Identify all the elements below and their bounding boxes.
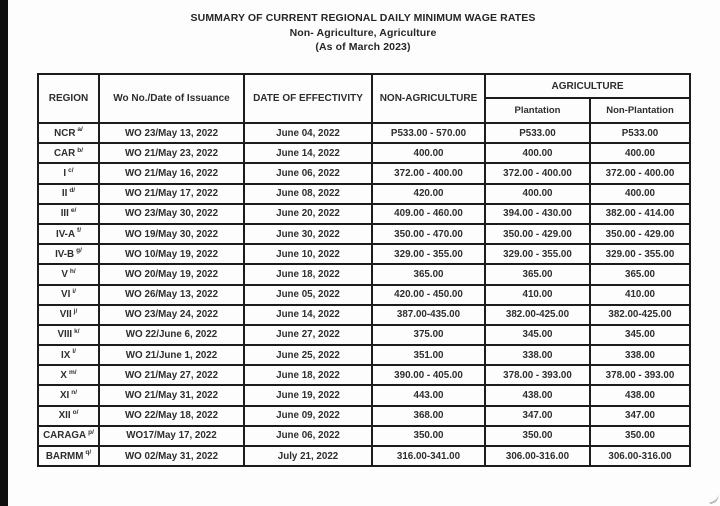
table-row: [38, 285, 690, 305]
header-region: REGION: [38, 74, 99, 123]
issuance-cell: WO 22/May 18, 2022: [99, 406, 244, 426]
table-row: [38, 345, 690, 365]
region-cell: [38, 325, 99, 345]
table-row: [38, 244, 690, 264]
header-agriculture-group: AGRICULTURE: [485, 74, 690, 98]
region-label: I: [63, 167, 67, 179]
plantation-rate-cell: 378.00 - 393.00: [485, 365, 590, 385]
table-row: [38, 365, 690, 385]
region-cell: [38, 264, 99, 284]
region-label: VIII: [57, 329, 73, 341]
non-agriculture-rate-cell: 365.00: [372, 264, 485, 284]
table-row: [38, 143, 690, 163]
effectivity-cell: June 10, 2022: [244, 244, 372, 264]
issuance-cell: WO 10/May 19, 2022: [99, 244, 244, 264]
non-agriculture-rate-cell: P533.00 - 570.00: [372, 123, 485, 143]
footnote-marker: h/: [69, 267, 76, 275]
issuance-cell: WO 21/May 27, 2022: [99, 365, 244, 385]
region-cell: [38, 345, 99, 365]
effectivity-cell: June 14, 2022: [244, 305, 372, 325]
non-plantation-rate-cell: 400.00: [590, 143, 690, 163]
issuance-cell: WO 26/May 13, 2022: [99, 285, 244, 305]
effectivity-cell: June 14, 2022: [244, 143, 372, 163]
title-line-asof-date: (As of March 2023): [315, 41, 411, 53]
effectivity-cell: June 30, 2022: [244, 224, 372, 244]
region-cell: [38, 184, 99, 204]
effectivity-cell: June 05, 2022: [244, 285, 372, 305]
title-line-subtitle: Non- Agriculture, Agriculture: [289, 26, 437, 39]
effectivity-cell: June 04, 2022: [244, 123, 372, 143]
region-label: VII: [59, 309, 72, 321]
footnote-marker: i/: [72, 287, 76, 295]
region-cell: [38, 406, 99, 426]
plantation-rate-cell: 372.00 - 400.00: [485, 163, 590, 183]
non-agriculture-rate-cell: 443.00: [372, 385, 485, 405]
region-label: III: [60, 208, 69, 220]
issuance-cell: WO 21/May 17, 2022: [99, 184, 244, 204]
table-row: [38, 184, 690, 204]
footnote-marker: f/: [77, 227, 82, 235]
footnote-marker: j/: [73, 308, 78, 316]
issuance-cell: WO 19/May 30, 2022: [99, 224, 244, 244]
non-agriculture-rate-cell: 409.00 - 460.00: [372, 204, 485, 224]
region-label: CARAGA: [43, 430, 87, 442]
table-body: [38, 123, 690, 466]
header-non-agriculture: NON-AGRICULTURE: [372, 74, 485, 123]
non-plantation-rate-cell: 410.00: [590, 285, 690, 305]
non-plantation-rate-cell: 306.00-316.00: [590, 446, 690, 466]
footnote-marker: e/: [70, 207, 77, 215]
minimum-wage-table: [37, 73, 691, 467]
table-row: [38, 163, 690, 183]
plantation-rate-cell: 347.00: [485, 406, 590, 426]
plantation-rate-cell: 329.00 - 355.00: [485, 244, 590, 264]
non-plantation-rate-cell: 338.00: [590, 345, 690, 365]
region-cell: [38, 204, 99, 224]
table-row: [38, 305, 690, 325]
non-plantation-rate-cell: 350.00 - 429.00: [590, 224, 690, 244]
non-agriculture-rate-cell: 329.00 - 355.00: [372, 244, 485, 264]
non-plantation-rate-cell: 372.00 - 400.00: [590, 163, 690, 183]
non-agriculture-rate-cell: 387.00-435.00: [372, 305, 485, 325]
issuance-cell: WO 21/May 31, 2022: [99, 385, 244, 405]
plantation-rate-cell: 438.00: [485, 385, 590, 405]
issuance-cell: WO17/May 17, 2022: [99, 426, 244, 446]
effectivity-cell: June 06, 2022: [244, 426, 372, 446]
header-effectivity: DATE OF EFFECTIVITY: [244, 74, 372, 123]
region-label: IV-A: [55, 228, 76, 240]
non-plantation-rate-cell: 382.00-425.00: [590, 305, 690, 325]
plantation-rate-cell: 400.00: [485, 143, 590, 163]
non-agriculture-rate-cell: 420.00: [372, 184, 485, 204]
region-label: CAR: [53, 147, 76, 159]
plantation-rate-cell: 306.00-316.00: [485, 446, 590, 466]
footnote-marker: o/: [72, 408, 79, 416]
issuance-cell: WO 21/May 23, 2022: [99, 143, 244, 163]
non-agriculture-rate-cell: 350.00: [372, 426, 485, 446]
non-agriculture-rate-cell: 350.00 - 470.00: [372, 224, 485, 244]
table-row: [38, 123, 690, 143]
issuance-cell: WO 22/June 6, 2022: [99, 325, 244, 345]
region-cell: [38, 163, 99, 183]
footnote-marker: k/: [74, 328, 80, 336]
non-agriculture-rate-cell: 351.00: [372, 345, 485, 365]
issuance-cell: WO 23/May 13, 2022: [99, 123, 244, 143]
region-label: XII: [58, 410, 71, 422]
footnote-marker: d/: [69, 186, 76, 194]
plantation-rate-cell: 345.00: [485, 325, 590, 345]
table-row: [38, 446, 690, 466]
region-label: V: [61, 268, 68, 280]
plantation-rate-cell: 410.00: [485, 285, 590, 305]
header-non-plantation: Non-Plantation: [590, 98, 690, 123]
footnote-marker: c/: [68, 166, 74, 174]
issuance-cell: WO 21/June 1, 2022: [99, 345, 244, 365]
effectivity-cell: June 08, 2022: [244, 184, 372, 204]
non-plantation-rate-cell: 438.00: [590, 385, 690, 405]
region-label: IV-B: [55, 248, 75, 260]
non-plantation-rate-cell: P533.00: [590, 123, 690, 143]
region-label: VI: [61, 289, 71, 301]
plantation-rate-cell: 365.00: [485, 264, 590, 284]
plantation-rate-cell: 350.00: [485, 426, 590, 446]
footnote-marker: q/: [85, 449, 92, 457]
table-row: [38, 204, 690, 224]
non-plantation-rate-cell: 382.00 - 414.00: [590, 204, 690, 224]
region-cell: [38, 285, 99, 305]
footnote-marker: l/: [72, 348, 76, 356]
scan-edge-bar: [0, 0, 8, 506]
non-agriculture-rate-cell: 375.00: [372, 325, 485, 345]
table-row: [38, 224, 690, 244]
effectivity-cell: July 21, 2022: [244, 446, 372, 466]
region-label: IX: [61, 349, 71, 361]
effectivity-cell: June 20, 2022: [244, 204, 372, 224]
scan-artifact: [707, 491, 720, 505]
non-plantation-rate-cell: 329.00 - 355.00: [590, 244, 690, 264]
footnote-marker: m/: [68, 368, 77, 376]
region-cell: [38, 143, 99, 163]
region-cell: [38, 123, 99, 143]
region-cell: [38, 305, 99, 325]
region-cell: [38, 385, 99, 405]
footnote-marker: a/: [77, 126, 83, 134]
non-agriculture-rate-cell: 372.00 - 400.00: [372, 163, 485, 183]
non-plantation-rate-cell: 350.00: [590, 426, 690, 446]
effectivity-cell: June 18, 2022: [244, 264, 372, 284]
non-agriculture-rate-cell: 390.00 - 405.00: [372, 365, 485, 385]
region-cell: [38, 446, 99, 466]
region-label: BARMM: [45, 450, 84, 462]
region-label: NCR: [54, 127, 76, 139]
plantation-rate-cell: 350.00 - 429.00: [485, 224, 590, 244]
non-agriculture-rate-cell: 316.00-341.00: [372, 446, 485, 466]
effectivity-cell: June 09, 2022: [244, 406, 372, 426]
title-line-main: SUMMARY OF CURRENT REGIONAL DAILY MINIMUM WAGE RATES: [190, 12, 536, 24]
region-cell: [38, 365, 99, 385]
issuance-cell: WO 21/May 16, 2022: [99, 163, 244, 183]
table-row: [38, 264, 690, 284]
plantation-rate-cell: 394.00 - 430.00: [485, 204, 590, 224]
effectivity-cell: June 25, 2022: [244, 345, 372, 365]
plantation-rate-cell: 400.00: [485, 184, 590, 204]
non-plantation-rate-cell: 365.00: [590, 264, 690, 284]
footnote-marker: b/: [77, 146, 83, 154]
region-cell: [38, 224, 99, 244]
table-row: [38, 426, 690, 446]
non-agriculture-rate-cell: 400.00: [372, 143, 485, 163]
region-label: II: [61, 188, 68, 200]
table-row: [38, 406, 690, 426]
non-plantation-rate-cell: 400.00: [590, 184, 690, 204]
plantation-rate-cell: 338.00: [485, 345, 590, 365]
region-label: X: [60, 369, 67, 381]
footnote-marker: n/: [71, 388, 78, 396]
effectivity-cell: June 06, 2022: [244, 163, 372, 183]
table-header: [38, 74, 690, 123]
header-issuance: Wo No./Date of Issuance: [99, 74, 244, 123]
footnote-marker: g/: [76, 247, 82, 255]
plantation-rate-cell: P533.00: [485, 123, 590, 143]
region-cell: [38, 426, 99, 446]
non-plantation-rate-cell: 347.00: [590, 406, 690, 426]
effectivity-cell: June 19, 2022: [244, 385, 372, 405]
effectivity-cell: June 27, 2022: [244, 325, 372, 345]
non-plantation-rate-cell: 345.00: [590, 325, 690, 345]
issuance-cell: WO 20/May 19, 2022: [99, 264, 244, 284]
region-cell: [38, 244, 99, 264]
issuance-cell: WO 23/May 24, 2022: [99, 305, 244, 325]
non-agriculture-rate-cell: 420.00 - 450.00: [372, 285, 485, 305]
table-row: [38, 325, 690, 345]
effectivity-cell: June 18, 2022: [244, 365, 372, 385]
table-row: [38, 385, 690, 405]
non-agriculture-rate-cell: 368.00: [372, 406, 485, 426]
document-title: [37, 11, 689, 55]
non-plantation-rate-cell: 378.00 - 393.00: [590, 365, 690, 385]
region-label: XI: [59, 390, 70, 402]
issuance-cell: WO 02/May 31, 2022: [99, 446, 244, 466]
plantation-rate-cell: 382.00-425.00: [485, 305, 590, 325]
issuance-cell: WO 23/May 30, 2022: [99, 204, 244, 224]
footnote-marker: p/: [88, 429, 94, 437]
header-plantation: Plantation: [485, 98, 590, 123]
